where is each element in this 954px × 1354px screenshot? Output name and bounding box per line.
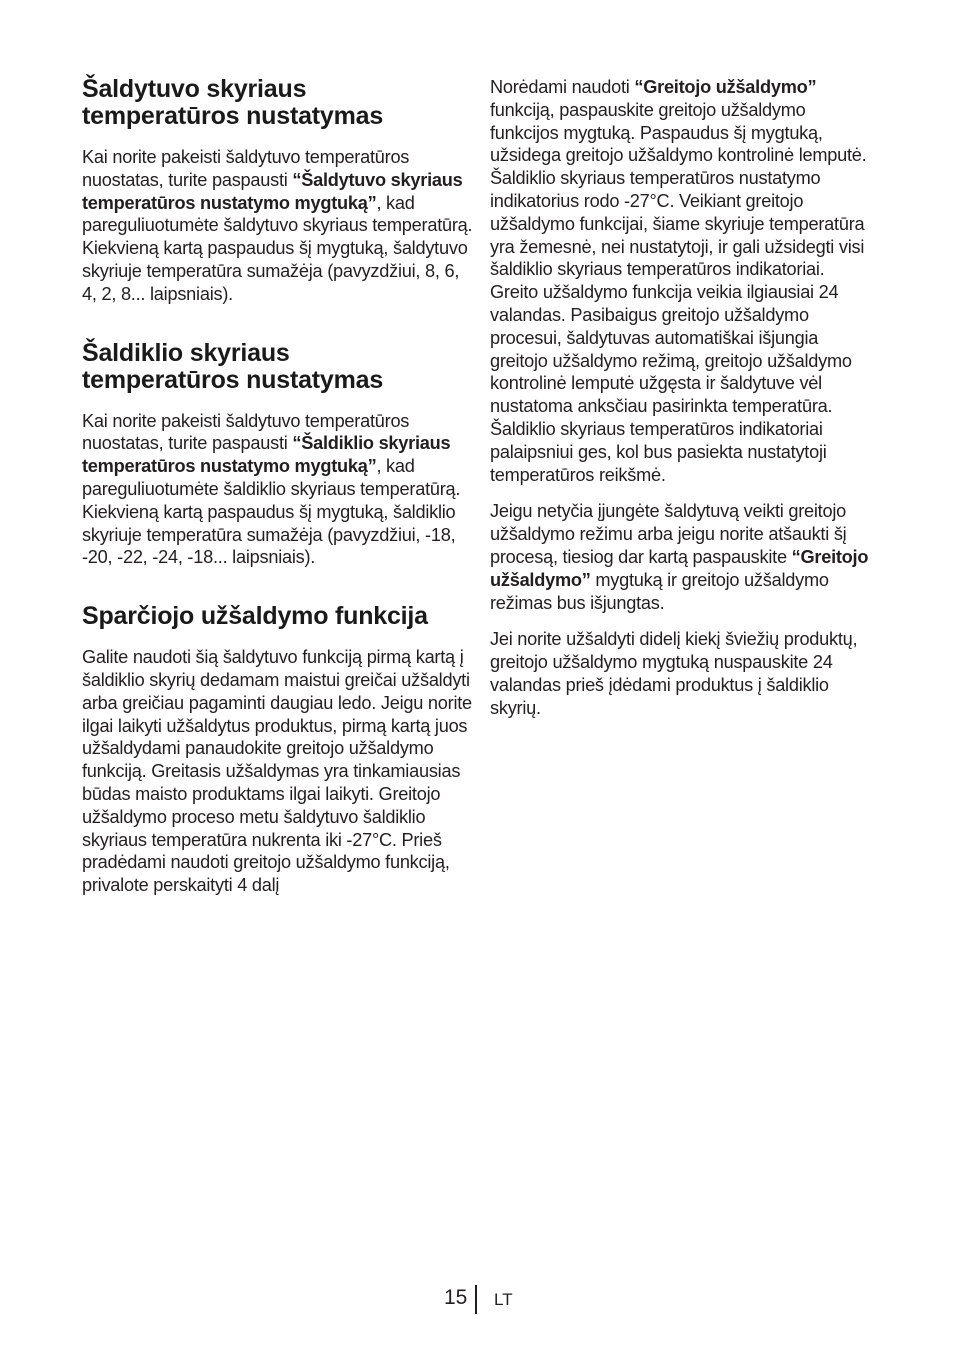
freezer-temp-section	[82, 340, 474, 570]
freezer-temp-heading-line2: temperatūros nustatymas	[82, 365, 384, 394]
fridge-temp-heading	[82, 76, 474, 130]
cancel-text-after: mygtuką ir greitojo užšaldymo režimas bus išjungtas.	[490, 569, 829, 613]
quick-freeze-paragraph: Galite naudoti šią šaldytuvo funkciją pirmą kartą į šaldiklio skyrių dedamam maistui greičai užšaldyti arba greičiau pagaminti daugiau ledo. Jeigu norite ilgai laikyti užšaldytus produktus, pirmą kartą juos užšaldydami panaudokite greitojo užšaldymo funkciją. Greitasis užšaldymas yra tinkamiausias būdas maisto produktams ilgai laikyti. Greitojo užšaldymo proceso metu šaldytuvo šaldiklio skyriaus temperatūra nukrenta iki -27°C. Prieš pradėdami naudoti greitojo užšaldymo funkciją, privalote perskaityti 4 dalį	[82, 647, 472, 896]
cancel-text-before: Jeigu netyčia įjungėte šaldytuvą veikti greitojo užšaldymo režimu arba jeigu norite atšaukti šį procesą, tiesiog dar kartą paspauskite	[490, 501, 847, 567]
freezer-temp-heading-line1: Šaldiklio skyriaus	[82, 338, 290, 367]
usage-function-name: “Greitojo užšaldymo”	[634, 77, 817, 97]
quick-freeze-section	[82, 603, 474, 897]
right-column	[490, 76, 874, 734]
left-column	[82, 76, 474, 931]
usage-text-after: funkciją, paspauskite greitojo užšaldymo funkcijos mygtuką. Paspaudus šį mygtuką, užsidega greitojo užšaldymo kontrolinė lemputė. Šaldiklio skyriaus temperatūros nustatymo indikatorius rodo -27°C. Veikiant greitojo užšaldymo funkcijai, šiame skyriuje temperatūra yra žemesnė, nei nustatytoji, ir gali užsidegti visi šaldiklio skyriaus temperatūros indikatoriai. Greito užšaldymo funkcija veikia ilgiausiai 24 valandas. Pasibaigus greitojo užšaldymo procesui, šaldytuvas automatiškai išjungia greitojo užšaldymo režimą, greitojo užšaldymo kontrolinė lemputė užgęsta ir šaldytuve vėl nustatoma anksčiau pasirinkta temperatūra. Šaldiklio skyriaus temperatūros indikatoriai palaipsniui ges, kol bus pasiekta nustatytoji temperatūros reikšmė.	[490, 99, 867, 485]
freezer-temp-paragraph	[82, 410, 474, 570]
freezer-temp-button-name: “Šaldiklio skyriaus temperatūros nustatymo mygtuką”	[82, 433, 451, 477]
fridge-temp-paragraph	[82, 146, 474, 306]
usage-text-before: Norėdami naudoti	[490, 77, 635, 97]
fridge-temp-heading-line1: Šaldytuvo skyriaus	[82, 75, 307, 103]
fridge-temp-button-name: “Šaldytuvo skyriaus temperatūros nustatymo mygtuką”	[82, 169, 463, 213]
fridge-temp-heading-line2: temperatūros nustatymas	[82, 102, 384, 130]
page-number: 15	[444, 1286, 468, 1309]
fridge-temp-text-after: , kad pareguliuotumėte šaldytuvo skyriaus temperatūrą. Kiekvieną kartą paspaudus šį mygtuką, šaldytuvo skyriuje temperatūra sumažėja (pavyzdžiui, 8, 6, 4, 2, 8... laipsniais).	[82, 192, 473, 304]
quick-freeze-cancel-paragraph	[490, 500, 874, 614]
freezer-temp-heading	[82, 340, 474, 394]
cancel-function-name: “Greitojo užšaldymo”	[490, 546, 869, 590]
page-footer	[0, 1285, 954, 1315]
footer-divider	[475, 1285, 477, 1314]
freezer-temp-text-after: , kad pareguliuotumėte šaldiklio skyriaus temperatūrą. Kiekvieną kartą paspaudus šį mygtuką, šaldiklio skyriuje temperatūra sumažėja (pavyzdžiui, -18, -20, -22, -24, -18... laipsniais).	[82, 456, 461, 568]
freezer-temp-text-before: Kai norite pakeisti šaldytuvo temperatūros nuostatas, turite paspausti	[82, 410, 410, 454]
fridge-temp-section	[82, 76, 474, 306]
language-code: LT	[494, 1290, 513, 1309]
quick-freeze-heading: Sparčiojo užšaldymo funkcija	[82, 602, 428, 631]
quick-freeze-usage-paragraph	[490, 76, 874, 486]
quick-freeze-bulk-paragraph: Jei norite užšaldyti didelį kiekį šviežių produktų, greitojo užšaldymo mygtuką nuspauskite 24 valandas prieš įdėdami produktus į šaldiklio skyrių.	[490, 629, 858, 718]
fridge-temp-text-before: Kai norite pakeisti šaldytuvo temperatūros nuostatas, turite paspausti	[82, 147, 410, 190]
